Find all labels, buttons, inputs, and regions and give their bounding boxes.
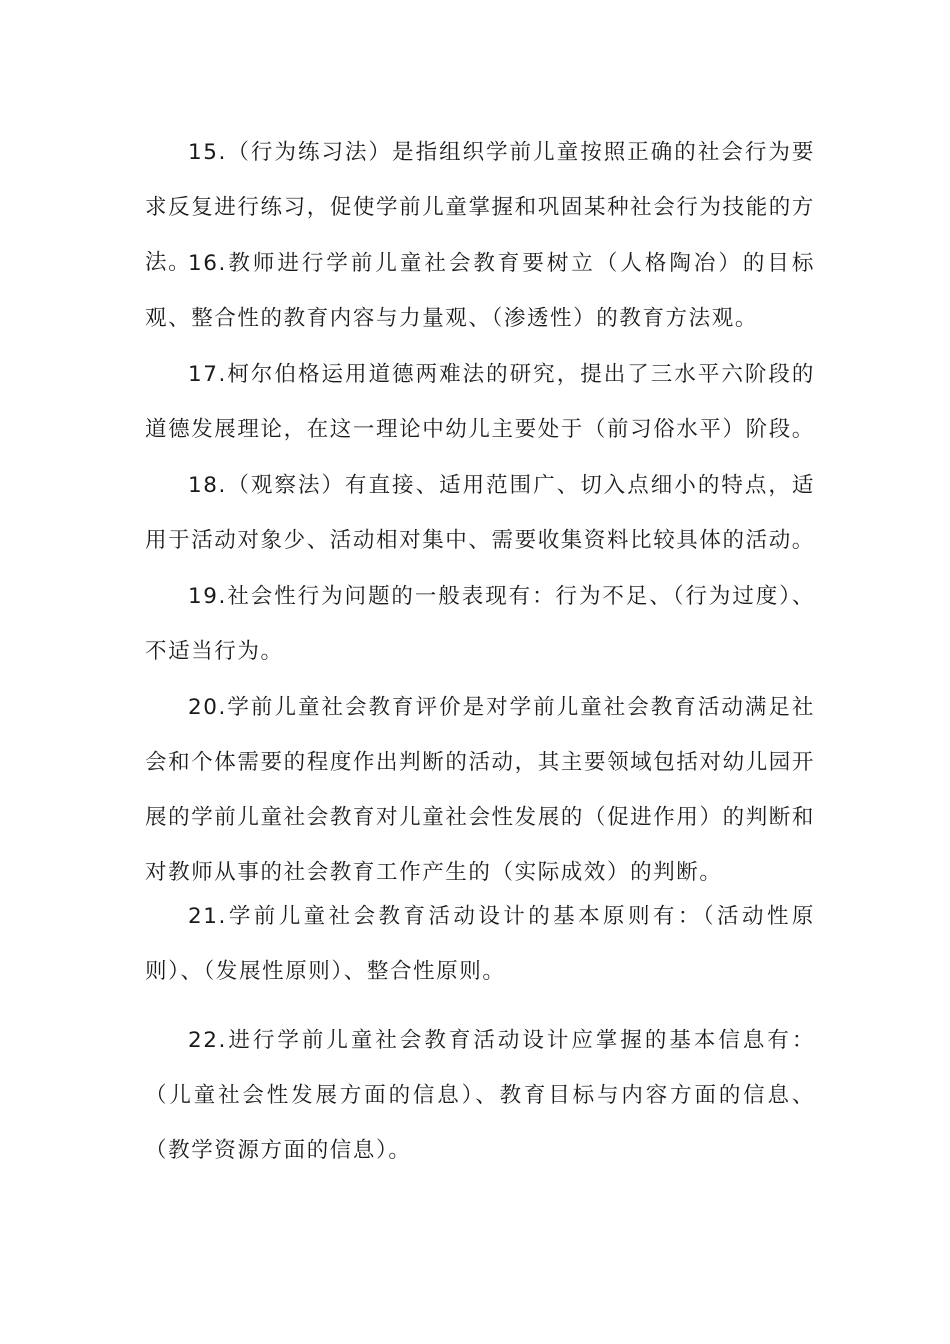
paragraph-item-15: 15.（行为练习法）是指组织学前儿童按照正确的社会行为要求反复进行练习，促使学前儿童掌握和巩固某种社会行为技能的方法。 bbox=[145, 140, 815, 275]
paragraph-item-17: 17.柯尔伯格运用道德两难法的研究，提出了三水平六阶段的道德发展理论，在这一理论中幼儿主要处于（前习俗水平）阶段。 bbox=[145, 362, 815, 442]
paragraph-item-21: 21.学前儿童社会教育活动设计的基本原则有：（活动性原则）、（发展性原则）、整合性原则。 bbox=[145, 904, 815, 984]
paragraph-item-16: 16.教师进行学前儿童社会教育要树立（人格陶冶）的目标观、整合性的教育内容与力量观、（渗透性）的教育方法观。 bbox=[145, 251, 815, 331]
paragraph-item-20: 20.学前儿童社会教育评价是对学前儿童社会教育活动满足社会和个体需要的程度作出判断的活动，其主要领域包括对幼儿园开展的学前儿童社会教育对儿童社会性发展的（促进作用）的判断和对教师从事的社会教育工作产生的（实际成效）的判断。 bbox=[145, 695, 815, 885]
paragraph-item-19: 19.社会性行为问题的一般表现有：行为不足、（行为过度）、不适当行为。 bbox=[145, 584, 815, 664]
paragraph-item-18: 18.（观察法）有直接、适用范围广、切入点细小的特点，适用于活动对象少、活动相对集中、需要收集资料比较具体的活动。 bbox=[145, 473, 815, 553]
paragraph-item-22: 22.进行学前儿童社会教育活动设计应掌握的基本信息有：（儿童社会性发展方面的信息）、教育目标与内容方面的信息、（教学资源方面的信息）。 bbox=[145, 1028, 815, 1163]
